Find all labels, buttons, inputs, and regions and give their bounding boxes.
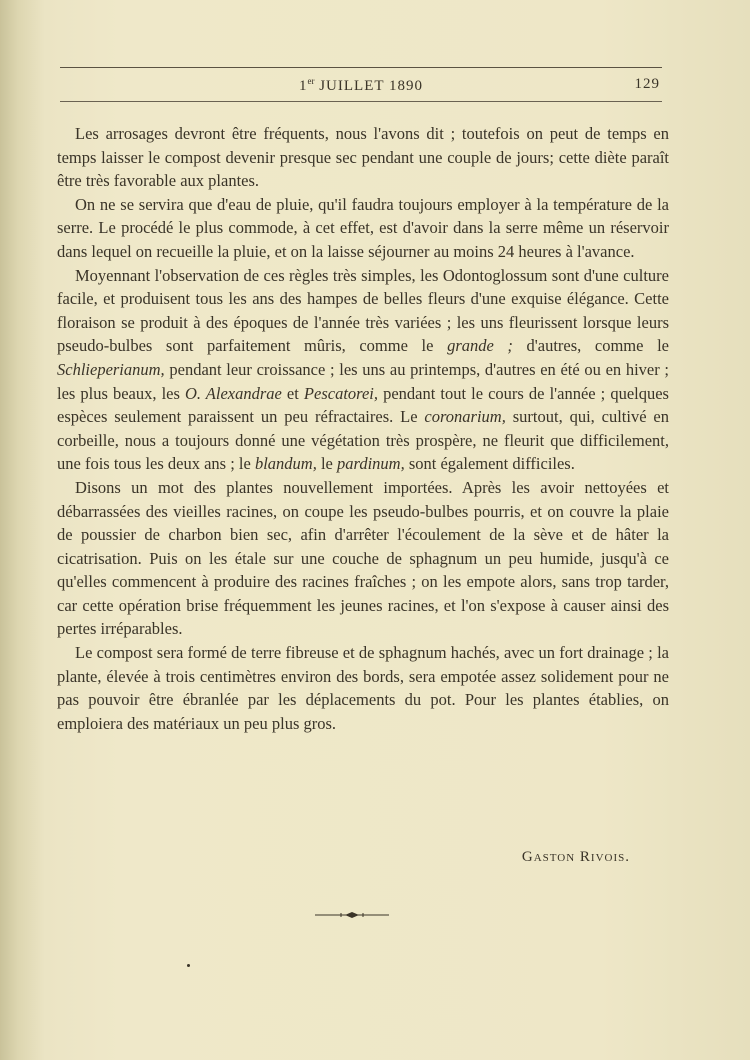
italic-term: coronarium, — [424, 407, 506, 427]
article-body — [57, 122, 669, 735]
paragraph — [57, 122, 669, 193]
italic-term: Schlieperianum, — [57, 359, 165, 379]
text-run: pendant tout le cours de l'année ; quelques espèces seulement paraissent un peu réfractaires. Le — [57, 383, 669, 427]
text-run: et — [281, 383, 304, 403]
paragraph — [57, 641, 669, 735]
italic-term: grande ; — [447, 336, 513, 356]
page-number: 129 — [634, 76, 660, 92]
paragraph — [57, 476, 669, 641]
text-run: Le compost sera formé de terre fibreuse et de sphagnum hachés, avec un fort drainage ; la plante, élevée à trois centimètres environ des bords, sera empotée assez solidement pour ne pas pouvoir être ébranlée par les déplacements du pot. Pour les plantes établies, on emploiera des matériaux un peu plus gros. — [57, 643, 669, 733]
text-run: pendant leur croissance ; les uns au printemps, d'autres en été ou en hiver ; les plus beaux, les — [57, 359, 669, 403]
end-ornament — [315, 910, 389, 920]
text-run: Disons un mot des plantes nouvellement importées. Après les avoir nettoyées et débarrassées des vieilles racines, on coupe les pseudo-bulbes pourris, et on couvre la plaie de poussier de charbon bien sec, afin d'arrêter l'écoulement de la sève et de hâter la cicatrisation. Puis on les étale sur une couche de sphagnum un peu humide, jusqu'à ce qu'elles commencent à produire des racines fraîches ; on les empote alors, sans trop tarder, car cette opération brise fréquemment les jeunes racines, et l'on s'expose à causer ainsi des pertes irréparables. — [57, 477, 669, 639]
italic-term: blandum, — [254, 454, 317, 474]
text-run: le — [316, 454, 338, 474]
paper-speck — [187, 964, 190, 967]
text-run: d'autres, comme le — [512, 336, 669, 356]
author-signature: Gaston Rivois. — [521, 849, 630, 865]
text-run: Les arrosages devront être fréquents, nous l'avons dit ; toutefois on peut de temps en temps laisser le compost devenir presque sec pendant une couple de jours; cette diète paraît être très favorable aux plantes. — [57, 124, 669, 191]
text-run: On ne se servira que d'eau de pluie, qu'il faudra toujours employer à la température de la serre. Le procédé le plus commode, à cet effet, est d'avoir dans la serre même un réservoir dans lequel on recueille la pluie, et on la laisse séjourner au moins 24 heures à l'avance. — [57, 194, 669, 261]
text-run: Moyennant l'observation de ces règles très simples, les Odontoglossum sont d'une culture facile, et produisent tous les ans des hampes de belles fleurs d'une exquise élégance. Cette floraison se produit à des époques de l'année très variées ; les uns fleurissent lorsque leurs pseudo-bulbes sont parfaitement mûris, comme le — [57, 265, 669, 356]
header-top-rule — [60, 67, 662, 68]
running-header — [60, 76, 662, 98]
header-bottom-rule — [60, 101, 662, 102]
text-run: surtout, qui, cultivé en corbeille, nous a toujours donné une végétation très prospère, ne fleurit que difficilement, une fois tous les deux ans ; le — [57, 407, 669, 474]
italic-term: pardinum, — [337, 454, 405, 474]
header-date: 1er JUILLET 1890 — [298, 76, 424, 94]
text-run: sont également difficiles. — [404, 454, 575, 474]
italic-term: Pescatorei, — [303, 383, 378, 403]
paragraph — [57, 193, 669, 264]
paragraph — [57, 264, 669, 476]
italic-term: O. Alexandrae — [184, 383, 282, 403]
